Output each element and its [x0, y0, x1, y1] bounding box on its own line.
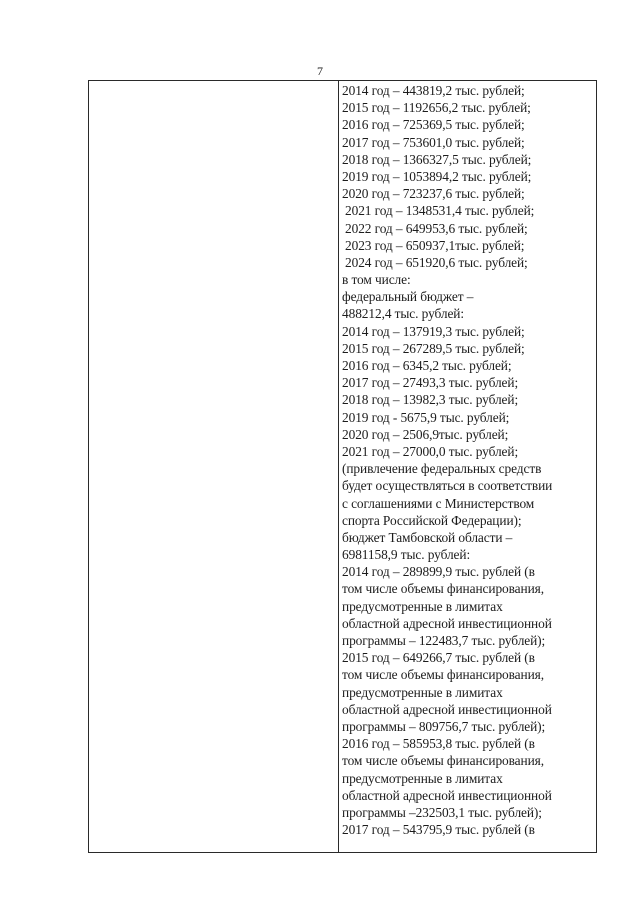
text-line: программы – 809756,7 тыс. рублей);: [342, 718, 546, 734]
text-line: предусмотренные в лимитах: [342, 770, 503, 786]
page-number: 7: [317, 64, 323, 78]
text-line: том числе объемы финансирования,: [342, 753, 544, 769]
text-line: 2014 год – 443819,2 тыс. рублей;: [342, 83, 525, 98]
text-line: 2015 год – 267289,5 тыс. рублей;: [342, 340, 525, 356]
text-line: бюджет Тамбовской области –: [342, 529, 513, 545]
text-line: 2017 год – 753601,0 тыс. рублей;: [342, 134, 525, 150]
text-line: 2020 год – 2506,9тыс. рублей;: [342, 426, 509, 442]
text-line: 2015 год – 649266,7 тыс. рублей (в: [342, 650, 535, 666]
text-line: 2014 год – 289899,9 тыс. рублей (в: [342, 564, 535, 580]
text-line: федеральный бюджет –: [342, 289, 474, 305]
text-line: (привлечение федеральных средств: [342, 461, 542, 477]
text-line: предусмотренные в лимитах: [342, 684, 503, 700]
text-line: 2018 год – 13982,3 тыс. рублей;: [342, 392, 519, 408]
text-line: 2020 год – 723237,6 тыс. рублей;: [342, 186, 525, 202]
text-line: программы – 122483,7 тыс. рублей);: [342, 633, 546, 648]
table-right-cell: [342, 82, 596, 852]
text-line: 2016 год – 725369,5 тыс. рублей;: [342, 117, 525, 133]
text-line: 2021 год – 1348531,4 тыс. рублей;: [345, 203, 535, 219]
text-line: 6981158,9 тыс. рублей:: [342, 547, 471, 563]
text-line: спорта Российской Федерации);: [342, 512, 522, 528]
text-line: областной адресной инвестиционной: [342, 701, 552, 717]
text-line: будет осуществляться в соответствии: [342, 478, 553, 494]
text-line: с соглашениями с Министерством: [342, 495, 535, 511]
table-left-cell-empty: [89, 81, 338, 852]
text-line: 488212,4 тыс. рублей:: [342, 306, 464, 322]
text-line: в том числе:: [342, 272, 411, 288]
text-line: программы –232503,1 тыс. рублей);: [342, 804, 542, 820]
text-line: 2014 год – 137919,3 тыс. рублей;: [342, 323, 525, 339]
text-line: 2015 год – 1192656,2 тыс. рублей;: [342, 100, 531, 116]
column-divider: [338, 81, 339, 852]
text-line: 2019 год – 1053894,2 тыс. рублей;: [342, 168, 532, 184]
text-line: 2022 год – 649953,6 тыс. рублей;: [345, 220, 528, 236]
text-line: 2017 год – 27493,3 тыс. рублей;: [342, 375, 519, 391]
document-table: [88, 80, 597, 853]
text-line: 2024 год – 651920,6 тыс. рублей;: [345, 254, 528, 270]
text-line: том числе объемы финансирования,: [342, 667, 544, 683]
text-line: 2017 год – 543795,9 тыс. рублей (в: [342, 822, 535, 838]
text-line: 2018 год – 1366327,5 тыс. рублей;: [342, 151, 532, 167]
text-line: 2016 год – 585953,8 тыс. рублей (в: [342, 736, 535, 752]
text-line: 2023 год – 650937,1тыс. рублей;: [345, 237, 525, 253]
text-line: 2019 год - 5675,9 тыс. рублей;: [342, 409, 510, 425]
text-line: 2016 год – 6345,2 тыс. рублей;: [342, 358, 512, 373]
text-line: областной адресной инвестиционной: [342, 787, 552, 803]
text-line: 2021 год – 27000,0 тыс. рублей;: [342, 443, 519, 459]
text-line: предусмотренные в лимитах: [342, 598, 503, 614]
text-line: том числе объемы финансирования,: [342, 581, 544, 597]
text-line: областной адресной инвестиционной: [342, 615, 552, 631]
